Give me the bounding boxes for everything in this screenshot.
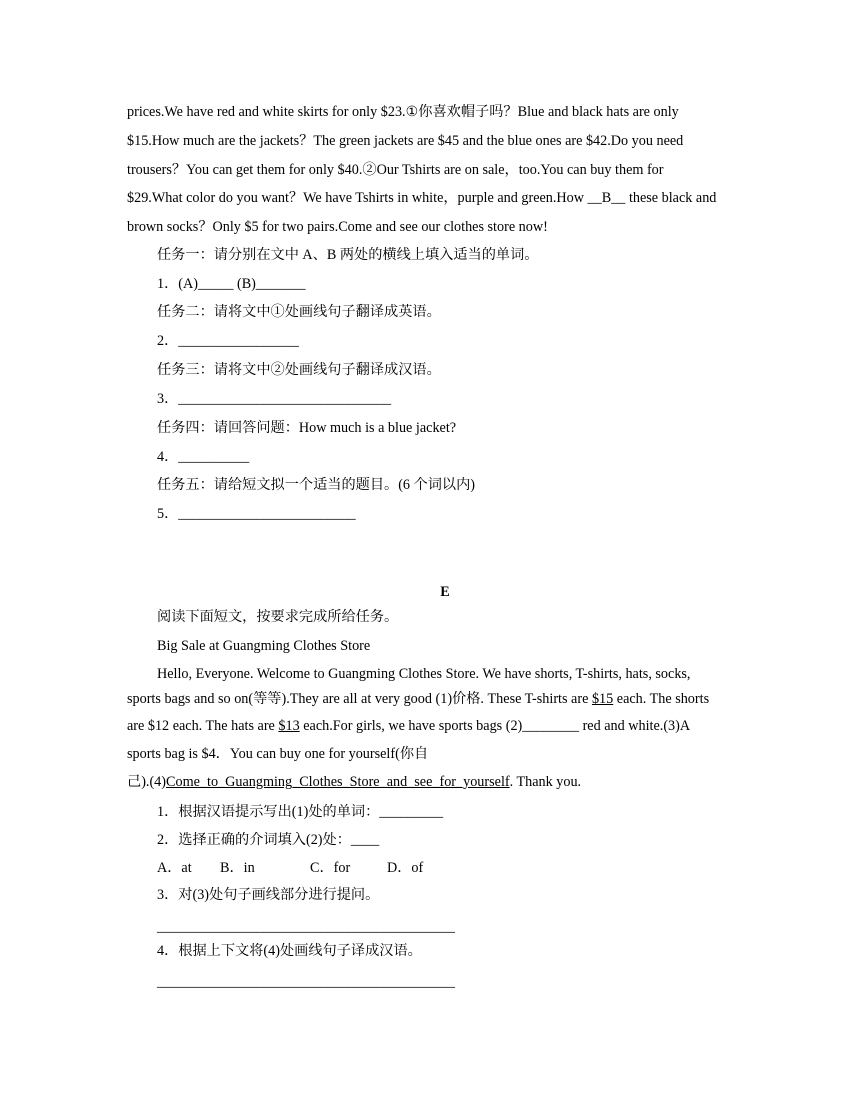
- underlined-price: $15: [591, 691, 614, 707]
- underlined-price: $13: [278, 718, 300, 734]
- task-1-instruction: 任务一：请分别在文中 A、B 两处的横线上填入适当的单词。: [157, 247, 539, 263]
- answer-line-3: __________________________________________: [157, 919, 455, 935]
- passage-line-5: brown socks？Only $5 for two pairs.Come and see our clothes store now!: [127, 219, 548, 235]
- option-a: A．at: [157, 860, 192, 876]
- passage-e-line-3: [127, 717, 690, 735]
- task-2-answer: 2．_________________: [157, 333, 299, 349]
- passage-line-1: prices.We have red and white skirts for only $23.①你喜欢帽子吗？Blue and black hats are only: [127, 104, 679, 120]
- passage-e-text: . Thank you.: [509, 774, 582, 790]
- task-3-instruction: 任务三：请将文中②处画线句子翻译成汉语。: [157, 362, 441, 378]
- passage-e-text: are $12 each. The hats are: [127, 718, 279, 734]
- question-1: 1．根据汉语提示写出(1)处的单词：_________: [157, 804, 444, 820]
- option-d: D．of: [387, 860, 424, 876]
- passage-e-text: each.For girls, we have sports bags (2)________ red and white.(3)A: [299, 718, 691, 734]
- task-3-answer: 3．______________________________: [157, 391, 392, 407]
- passage-e-text: 己).(4): [127, 774, 167, 790]
- task-5-instruction: 任务五：请给短文拟一个适当的题目。(6 个词以内): [157, 477, 476, 493]
- passage-e-line-5: [127, 773, 581, 791]
- task-4-answer: 4．__________: [157, 449, 250, 465]
- underlined-sentence: Come_to_Guangming_Clothes_Store_and_see_for_yourself: [166, 774, 510, 790]
- answer-line-4: __________________________________________: [157, 974, 455, 990]
- passage-e-line-4: sports bag is $4．You can buy one for yourself(你自: [127, 746, 429, 762]
- passage-e-text: sports bags and so on(等等).They are all at very good (1)价格. These T-shirts are: [127, 691, 592, 707]
- passage-line-3: trousers？You can get them for only $40.②Our Tshirts are on sale，too.You can buy them for: [127, 162, 664, 178]
- task-2-instruction: 任务二：请将文中①处画线句子翻译成英语。: [157, 304, 441, 320]
- section-e-intro: 阅读下面短文，按要求完成所给任务。: [157, 609, 399, 625]
- passage-e-line-2: [127, 690, 709, 708]
- passage-e-line-1: Hello, Everyone. Welcome to Guangming Clothes Store. We have shorts, T-shirts, hats, socks,: [157, 666, 691, 682]
- question-3: 3．对(3)处句子画线部分进行提问。: [157, 887, 380, 903]
- question-4: 4．根据上下文将(4)处画线句子译成汉语。: [157, 943, 422, 959]
- passage-line-2: $15.How much are the jackets？The green jackets are $45 and the blue ones are $42.Do you need: [127, 133, 684, 149]
- task-1-answer: 1．(A)_____ (B)_______: [157, 276, 306, 292]
- option-b: B．in: [220, 860, 255, 876]
- task-4-instruction: 任务四：请回答问题：How much is a blue jacket?: [157, 420, 457, 436]
- passage-e-text: each. The shorts: [613, 691, 710, 707]
- passage-title: Big Sale at Guangming Clothes Store: [157, 638, 371, 654]
- task-5-answer: 5．_________________________: [157, 506, 356, 522]
- question-2: 2．选择正确的介词填入(2)处：____: [157, 832, 380, 848]
- section-e-heading: E: [440, 584, 450, 600]
- option-c: C．for: [310, 860, 351, 876]
- passage-line-4: $29.What color do you want？We have Tshirts in white，purple and green.How __B__ these black and: [127, 190, 717, 206]
